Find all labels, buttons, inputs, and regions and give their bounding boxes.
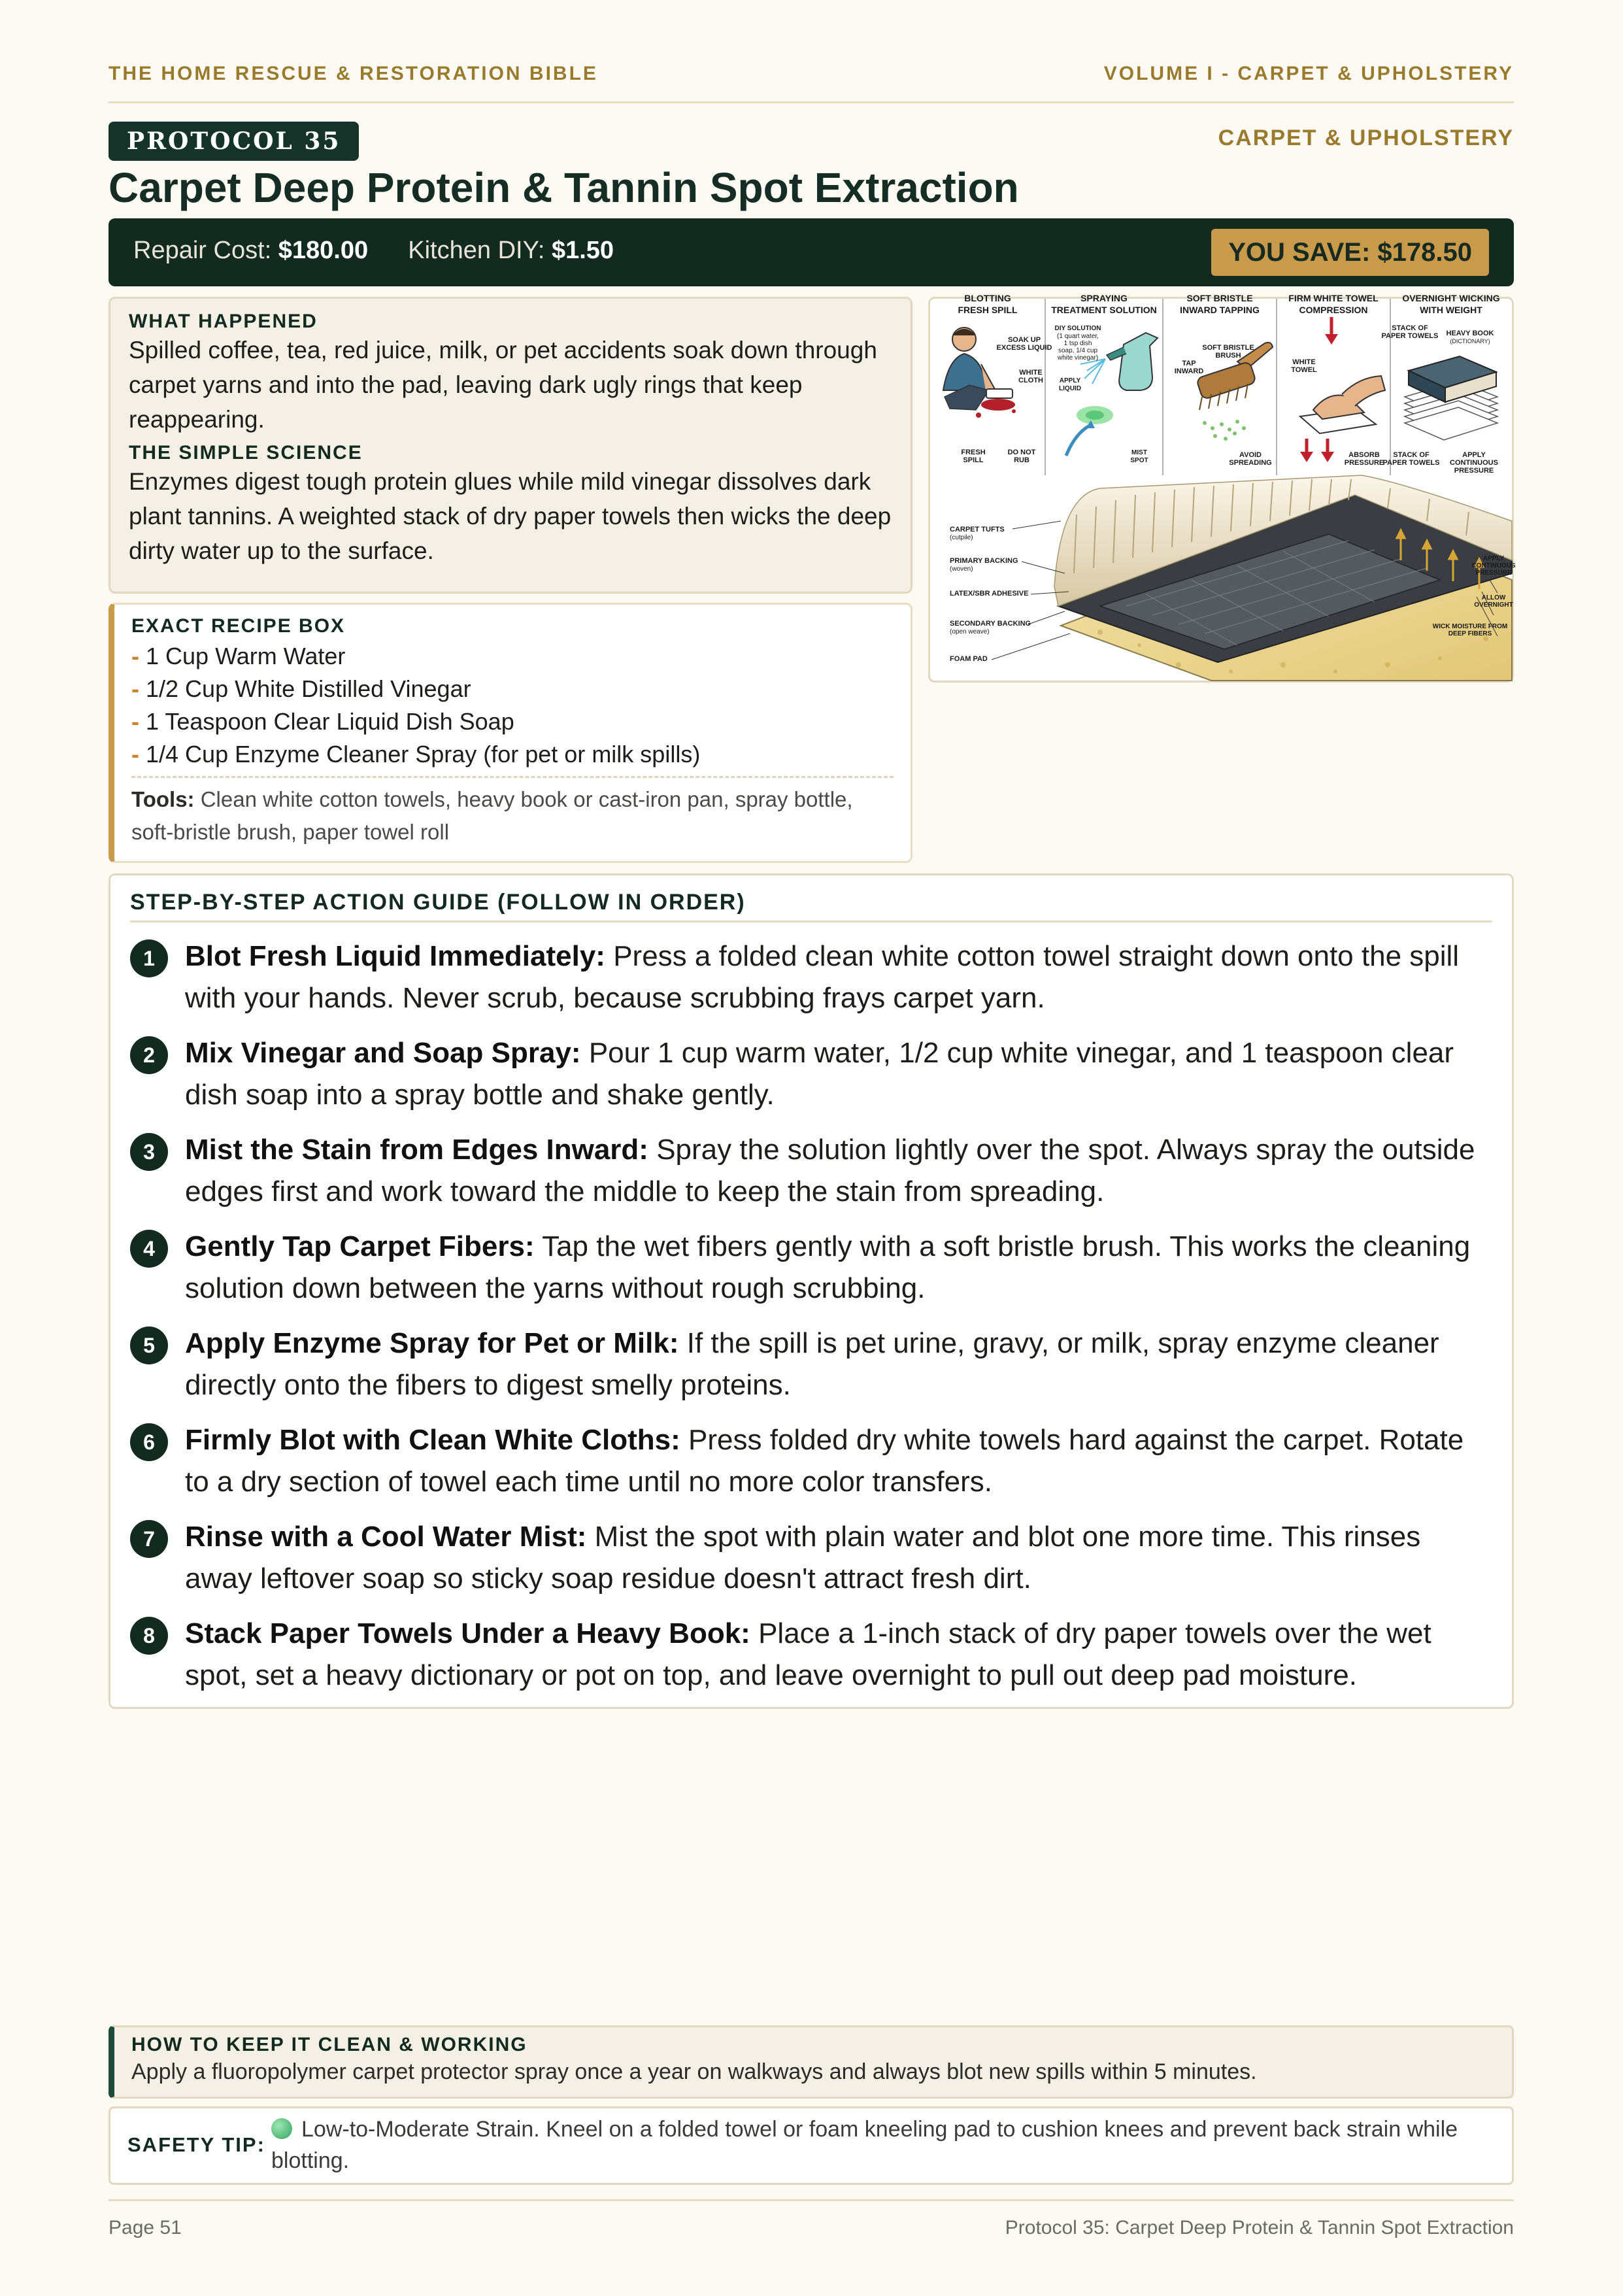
panel-4-title-2: COMPRESSION [1299,305,1368,315]
step-item [130,1226,1492,1309]
step-text: Mist the spot with plain water and blot one more time. This rinses away leftover soap so sticky soap residue doesn't attract fresh dirt. [185,1521,1421,1595]
callout-soft-bristle-brush: SOFT BRISTLE BRUSH [1202,344,1254,360]
callout-absorb-pressure: ABSORB PRESSURE [1344,451,1384,467]
heavy-book-icon [1405,356,1498,440]
panel-3-title-2: INWARD TAPPING [1180,305,1260,315]
category-label: CARPET & UPHOLSTERY [1218,126,1514,150]
step-title: Apply Enzyme Spray for Pet or Milk: [185,1327,679,1359]
layer-carpet-tufts-detail: (cutpile) [950,534,973,541]
panel-5-title-2: WITH WEIGHT [1420,305,1482,315]
tools-list [131,776,894,849]
step-number-badge: 4 [130,1230,168,1268]
layer-foam-pad: FOAM PAD [950,655,988,663]
recipe-item: - 1 Cup Warm Water [131,643,346,669]
layer-latex-adhesive: LATEX/SBR ADHESIVE [950,590,1029,598]
page-title: Carpet Deep Protein & Tannin Spot Extraction [109,164,1019,211]
running-header [109,63,1514,103]
step-text: Press a folded clean white cotton towel straight down onto the spill with your hands. Never scrub, because scrubbing frays carpet yarn. [185,940,1460,1014]
tools-text: Clean white cotton towels, heavy book or cast-iron pan, spray bottle, soft-bristle brush, paper towel roll [131,787,853,844]
maintenance-heading: HOW TO KEEP IT CLEAN & WORKING [131,2034,527,2055]
safety-label: SAFETY TIP: [127,2133,265,2156]
callout-mist-spot: MIST SPOT [1130,449,1148,464]
step-item [130,1613,1492,1697]
cost-bar [109,218,1514,286]
repair-cost-label: Repair Cost: [133,237,272,264]
step-item [130,1516,1492,1600]
step-title: Firmly Blot with Clean White Cloths: [185,1424,680,1456]
step-text: Press folded dry white towels hard against the carpet. Rotate to a dry section of towel each time until no more color transfers. [185,1424,1464,1498]
step-number-badge: 3 [130,1133,168,1171]
layer-primary-backing-detail: (woven) [950,566,973,573]
diy-cost-value: $1.50 [551,237,614,264]
layer-allow-overnight: ALLOW OVERNIGHT [1474,594,1513,609]
callout-fresh-spill: FRESH SPILL [961,448,986,464]
info-box [109,297,912,594]
carpet-cross-section-diagram [930,293,1516,681]
maintenance-text: Apply a fluoropolymer carpet protector spray once a year on walkways and always blot new spills within 5 minutes. [131,2059,1257,2084]
step-title: Blot Fresh Liquid Immediately: [185,940,605,972]
step-item [130,1032,1492,1116]
recipe-item: - 1/2 Cup White Distilled Vinegar [131,675,471,702]
safety-text: Low-to-Moderate Strain. Kneel on a folded towel or foam kneeling pad to cushion knees and prevent back strain while blotting. [271,2117,1458,2173]
panel-2-title-2: TREATMENT SOLUTION [1051,305,1157,315]
tools-label: Tools: [131,787,195,811]
science-text: Enzymes digest tough protein glues while mild vinegar dissolves dark plant tannins. A weighted stack of dry paper towels then wicks the deep dirty water up to the surface. [129,468,892,564]
step-title: Rinse with a Cool Water Mist: [185,1521,587,1553]
panel-1-title-1: BLOTTING [964,293,1011,303]
recipe-item: - 1 Teaspoon Clear Liquid Dish Soap [131,708,514,735]
step-title: Stack Paper Towels Under a Heavy Book: [185,1617,750,1649]
step-title: Mix Vinegar and Soap Spray: [185,1037,581,1069]
steps-box [109,873,1514,1709]
callout-soak-up: SOAK UP EXCESS LIQUID [996,336,1052,352]
recipe-list [131,640,894,771]
callout-stack-paper-towels: STACK OF PAPER TOWELS [1381,324,1439,340]
step-text: Pour 1 cup warm water, 1/2 cup white vinegar, and 1 teaspoon clear dish soap into a spray bottle and shake gently. [185,1037,1454,1111]
page-number: Page 51 [109,2217,182,2238]
page-footer [109,2199,1514,2238]
recipe-box [109,603,912,863]
layer-secondary-backing: SECONDARY BACKING [950,620,1031,628]
step-item [130,936,1492,1019]
layer-secondary-backing-detail: (open weave) [950,628,990,635]
step-text: Tap the wet fibers gently with a soft bristle brush. This works the cleaning solution down between the yarns without rough scrubbing. [185,1230,1471,1304]
step-title: Gently Tap Carpet Fibers: [185,1230,535,1262]
callout-heavy-book-detail: (DICTIONARY) [1450,338,1490,345]
process-illustration [928,293,1516,683]
callout-avoid-spreading: AVOID SPREADING [1229,451,1272,467]
layer-apply-pressure-right: APPLY CONTINUOUS PRESSURE [1471,555,1516,577]
book-title: THE HOME RESCUE & RESTORATION BIBLE [109,63,598,84]
protocol-badge: PROTOCOL 35 [109,122,359,161]
panel-3-title-1: SOFT BRISTLE [1186,293,1253,303]
diy-cost-label: Kitchen DIY: [408,237,545,264]
step-number-badge: 6 [130,1423,168,1461]
carpet-layers-icon [1054,475,1512,681]
volume-title: VOLUME I - CARPET & UPHOLSTERY [1103,63,1514,84]
maintenance-box [109,2025,1514,2099]
what-happened-text: Spilled coffee, tea, red juice, milk, or pet accidents soak down through carpet yarns and into the pad, leaving dark ugly rings that keep reappearing. [129,337,877,433]
step-text: If the spill is pet urine, gravy, or milk, spray enzyme cleaner directly onto the fibers to digest smelly proteins. [185,1327,1439,1401]
science-heading: THE SIMPLE SCIENCE [129,442,363,464]
step-text: Place a 1-inch stack of dry paper towels over the wet spot, set a heavy dictionary or pot on top, and leave overnight to pull out deep pad moisture. [185,1617,1431,1691]
savings-badge: YOU SAVE: $178.50 [1211,229,1489,276]
step-number-badge: 1 [130,939,168,977]
page [109,0,1514,2296]
callout-white-cloth: WHITE CLOTH [1018,369,1043,384]
callout-stack-bottom: STACK OF PAPER TOWELS [1382,451,1440,467]
callout-diy-solution: DIY SOLUTION [1054,325,1101,332]
recipe-item: - 1/4 Cup Enzyme Cleaner Spray (for pet or milk spills) [131,741,701,768]
towel-compression-icon [1300,317,1385,462]
step-title: Mist the Stain from Edges Inward: [185,1134,648,1166]
step-item [130,1129,1492,1213]
step-number-badge: 2 [130,1036,168,1074]
callout-diy-solution-detail: (1 quart water, 1 tsp dish soap, 1/4 cup white vinegar) [1057,333,1099,362]
callout-heavy-book: HEAVY BOOK [1446,329,1494,337]
safety-box [109,2106,1514,2185]
repair-cost-value: $180.00 [278,237,369,264]
step-number-badge: 5 [130,1326,168,1364]
step-text: Spray the solution lightly over the spot. Always spray the outside edges first and work toward the middle to keep the stain from spreading. [185,1134,1475,1207]
step-number-badge: 7 [130,1520,168,1558]
callout-apply-continuous-pressure: APPLY CONTINUOUS PRESSURE [1450,451,1498,475]
what-happened-heading: WHAT HAPPENED [129,311,318,332]
layer-wick-moisture: WICK MOISTURE FROM DEEP FIBERS [1432,623,1508,637]
green-dot-icon [271,2118,292,2139]
step-item [130,1419,1492,1503]
layer-carpet-tufts: CARPET TUFTS [950,526,1005,533]
panel-4-title-1: FIRM WHITE TOWEL [1288,293,1379,303]
callout-do-not-rub: DO NOT RUB [1007,448,1036,464]
footer-title: Protocol 35: Carpet Deep Protein & Tannin Spot Extraction [1005,2217,1514,2238]
recipe-heading: EXACT RECIPE BOX [131,615,346,637]
layer-primary-backing: PRIMARY BACKING [950,557,1018,565]
safety-text-wrap [271,2114,1500,2176]
panel-1-title-2: FRESH SPILL [958,305,1018,315]
panel-5-title-1: OVERNIGHT WICKING [1402,293,1500,303]
step-item [130,1323,1492,1406]
callout-white-towel: WHITE TOWEL [1291,358,1317,374]
step-number-badge: 8 [130,1617,168,1655]
steps-heading: STEP-BY-STEP ACTION GUIDE (FOLLOW IN ORDER) [130,890,1492,922]
panel-2-title-1: SPRAYING [1080,293,1128,303]
cost-summary [133,237,614,265]
callout-tap-inward: TAP INWARD [1174,360,1204,375]
callout-apply-liquid: APPLY LIQUID [1059,377,1081,392]
blotting-person-icon [943,328,1016,418]
